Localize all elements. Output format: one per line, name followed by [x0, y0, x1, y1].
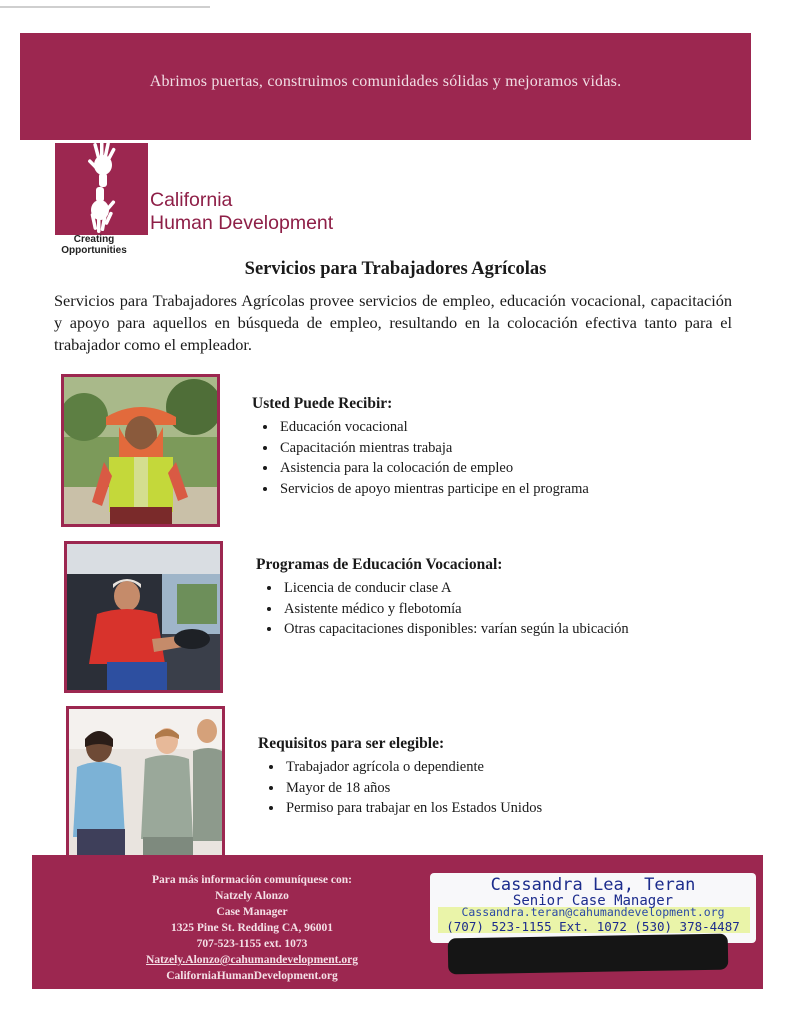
banner-tagline: Abrimos puertas, construimos comunidades sólidas y mejoramos vidas.	[149, 73, 622, 90]
contact-intro: Para más información comuníquese con:	[152, 874, 352, 886]
contact-phone: 707-523-1155 ext. 1073	[196, 938, 308, 950]
benefits-list	[252, 417, 589, 499]
section-heading: Usted Puede Recibir:	[252, 395, 393, 412]
logo-tagline-line2: Opportunities	[61, 245, 127, 256]
list-item: • Servicios de apoyo mientras participe en el programa	[278, 479, 589, 500]
list-item: • Educación vocacional	[278, 417, 589, 438]
list-item: • Mayor de 18 años	[284, 778, 542, 799]
eligibility-list	[258, 757, 542, 819]
handwritten-email: Cassandra.teran@cahumandevelopment.org	[461, 905, 725, 919]
logo-name-line1: California	[150, 189, 233, 211]
document-title: Servicios para Trabajadores Agrícolas	[244, 259, 547, 279]
reaching-hands-icon	[55, 143, 148, 235]
contact-block	[102, 872, 402, 984]
organization-logo	[55, 143, 375, 263]
section-eligibility	[258, 735, 542, 819]
section-heading: Programas de Educación Vocacional:	[256, 556, 503, 573]
logo-mark	[55, 143, 148, 235]
website-link[interactable]: CaliforniaHumanDevelopment.org	[166, 970, 338, 982]
section-vocational	[256, 556, 629, 640]
list-item: • Licencia de conducir clase A	[282, 578, 629, 599]
list-item: • Capacitación mientras trabaja	[278, 438, 589, 459]
logo-tagline-line1: Creating	[73, 234, 115, 245]
handwritten-phone: (707) 523-1155 Ext. 1072 (530) 378-4487	[446, 919, 740, 934]
contact-email-link[interactable]: Natzely.Alonzo@cahumandevelopment.org	[146, 954, 358, 966]
redaction-mark	[448, 934, 729, 975]
logo-tagline	[55, 234, 133, 256]
truck-driver-photo	[64, 541, 223, 693]
section-benefits	[252, 395, 589, 499]
vocational-list	[256, 578, 629, 640]
list-item: • Asistencia para la colocación de empleo	[278, 458, 589, 479]
handwritten-contact-card	[430, 873, 756, 943]
header-banner	[20, 33, 751, 140]
contact-title: Case Manager	[216, 906, 288, 918]
farmworker-photo	[61, 374, 220, 527]
contact-address: 1325 Pine St. Redding CA, 96001	[171, 922, 333, 934]
list-item: • Trabajador agrícola o dependiente	[284, 757, 542, 778]
handwritten-name: Cassandra Lea, Teran	[490, 875, 696, 895]
section-heading: Requisitos para ser elegible:	[258, 735, 445, 752]
scan-edge-line	[0, 6, 210, 8]
logo-name	[150, 189, 333, 235]
list-item: • Permiso para trabajar en los Estados Unidos	[284, 798, 542, 819]
logo-name-line2: Human Development	[150, 212, 334, 234]
handwritten-role: Senior Case Manager	[512, 893, 674, 909]
intro-paragraph: Servicios para Trabajadores Agrícolas provee servicios de empleo, educación vocacional, capacitación y apoyo para aquellos en búsqueda de empleo, resultando en la colocación efectiva tanto para el trabajador como el empleador.	[54, 291, 732, 354]
contact-name: Natzely Alonzo	[215, 890, 289, 902]
medical-staff-photo	[66, 706, 225, 858]
list-item: • Otras capacitaciones disponibles: varían según la ubicación	[282, 619, 629, 640]
list-item: • Asistente médico y flebotomía	[282, 599, 629, 620]
